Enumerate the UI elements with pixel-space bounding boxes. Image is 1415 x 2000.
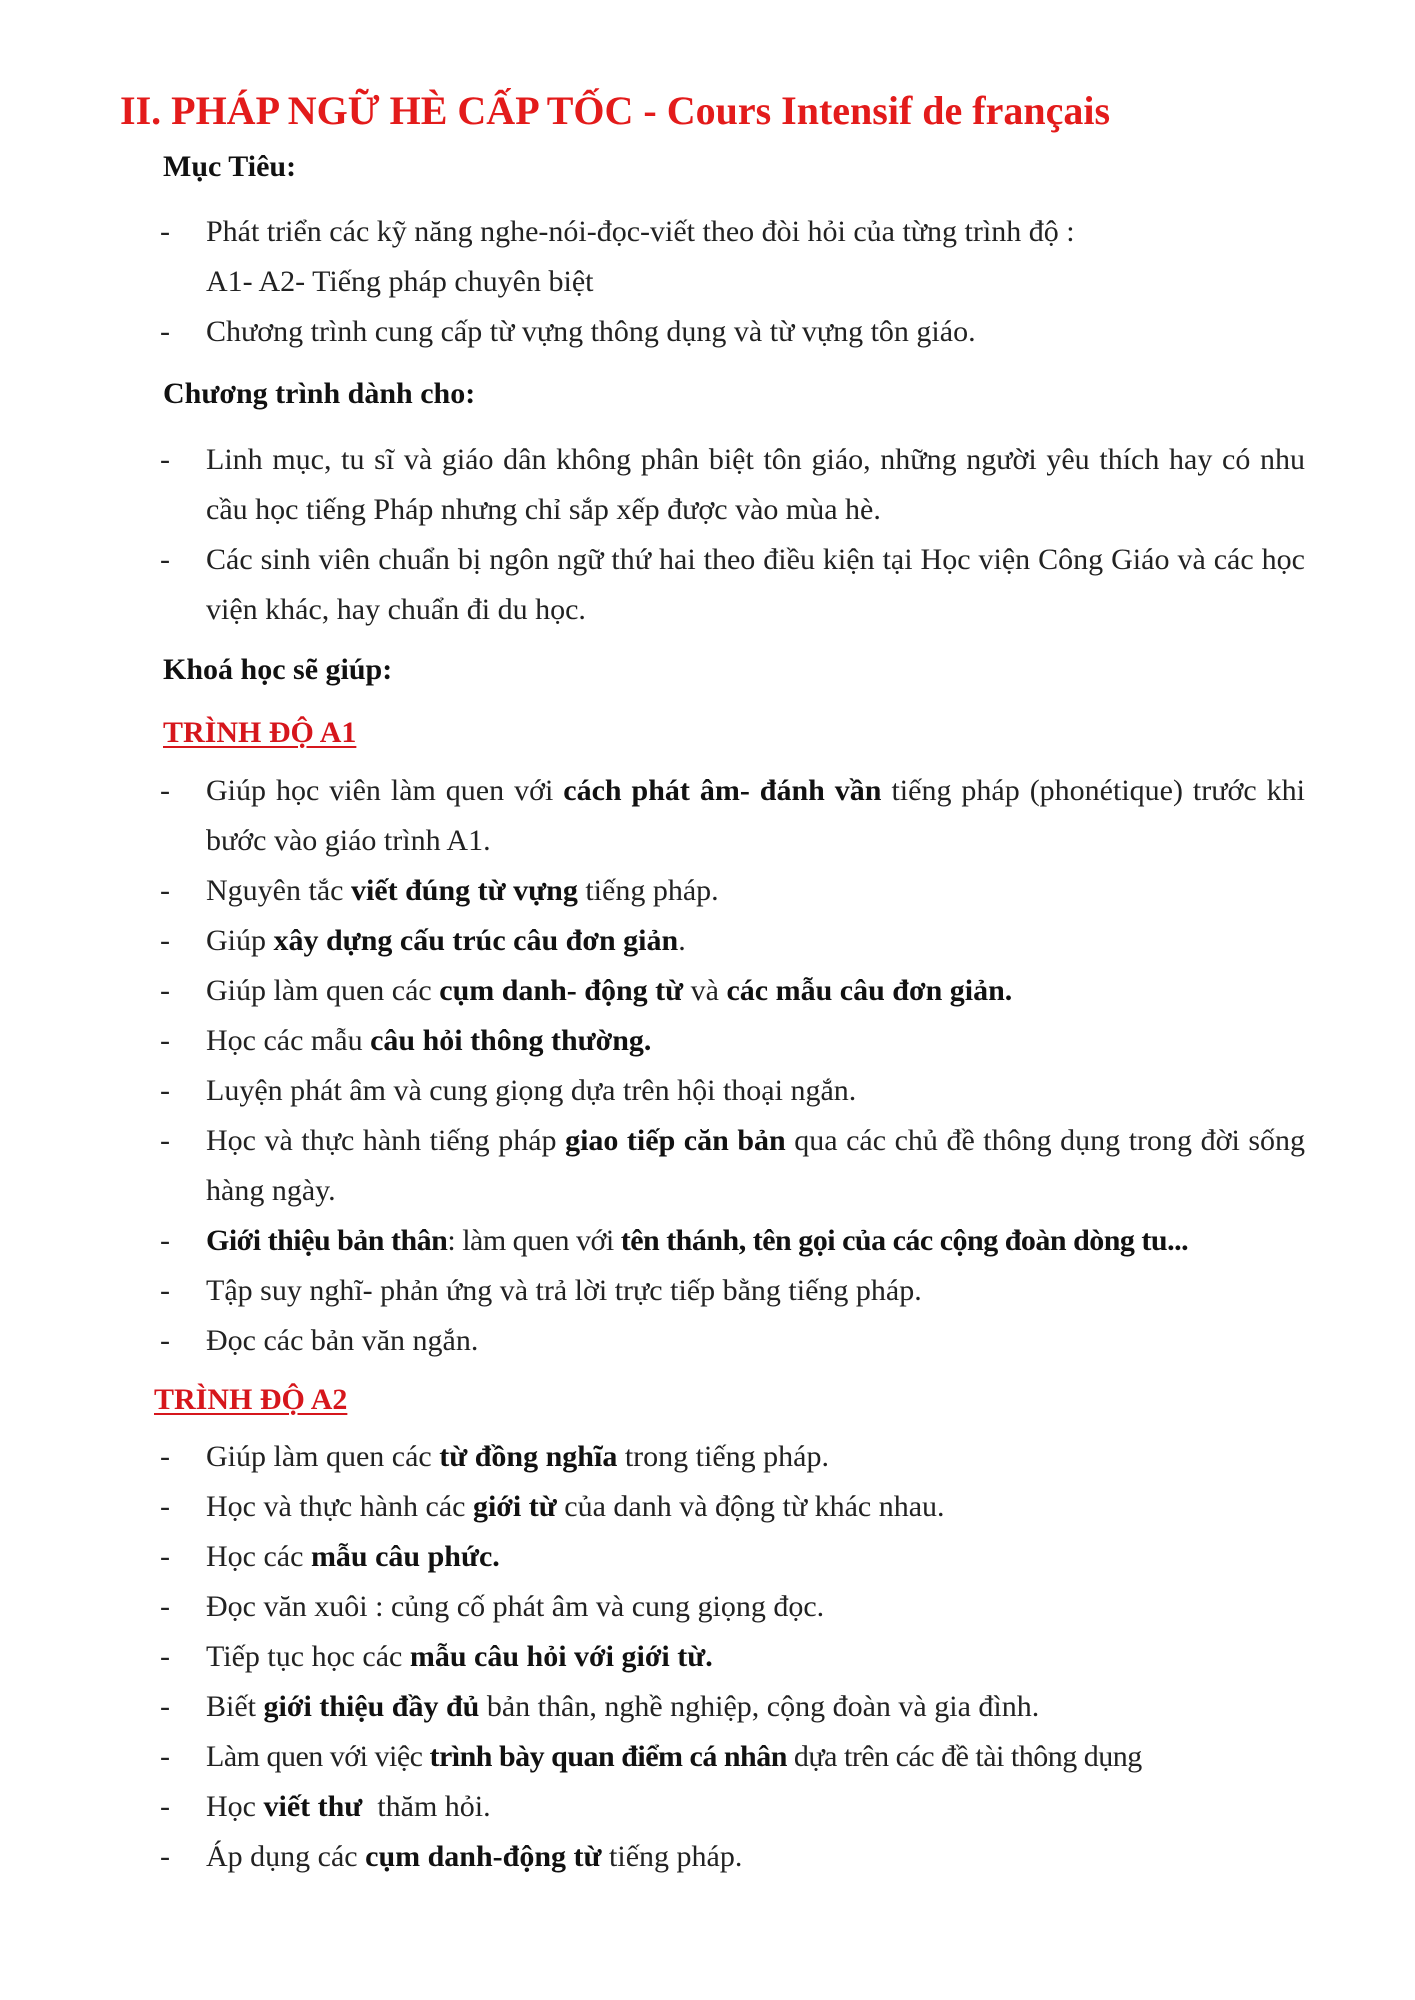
item-text: Chương trình cung cấp từ vựng thông dụng và từ vựng tôn giáo. [206, 315, 976, 348]
list-item [160, 1582, 1305, 1632]
item-text: của danh và động từ khác nhau. [556, 1490, 945, 1523]
list-item [160, 307, 1305, 357]
item-text: Giúp làm quen các [206, 1440, 440, 1473]
item-bold-text: cụm danh-động từ [365, 1840, 602, 1873]
item-text: Tiếp tục học các [206, 1640, 410, 1673]
bullet-dash: - [160, 215, 170, 248]
item-text: Giúp [206, 924, 274, 957]
item-text: Tập suy nghĩ- phản ứng và trả lời trực tiếp bằng tiếng pháp. [206, 1274, 922, 1307]
bullet-dash: - [160, 1840, 170, 1873]
list-item [160, 1432, 1305, 1482]
item-text: Học các mẫu [206, 1024, 371, 1057]
item-bold-text: tên thánh, tên gọi của các cộng đoàn dòng tu... [620, 1224, 1189, 1257]
bullet-dash: - [160, 1540, 170, 1573]
item-text: Biết [206, 1690, 264, 1723]
item-bold-text: xây dựng cấu trúc câu đơn giản [273, 924, 679, 957]
list-item [160, 1782, 1305, 1832]
list-item [160, 435, 1305, 535]
item-text: dựa trên các đề tài thông dụng [786, 1740, 1142, 1773]
list-item [160, 1116, 1305, 1216]
bullet-dash: - [160, 1490, 170, 1523]
item-text: Áp dụng các [206, 1840, 366, 1873]
level-a1-list [160, 766, 1305, 1366]
item-bold-text: cụm danh- động từ [439, 974, 684, 1007]
bullet-dash: - [160, 1024, 170, 1057]
item-bold-text: các mẫu câu đơn giản. [726, 974, 1013, 1007]
list-item [160, 1532, 1305, 1582]
bullet-dash: - [160, 1740, 170, 1773]
item-text: Học và thực hành tiếng pháp [206, 1124, 566, 1157]
level-a2-list [160, 1432, 1305, 1882]
level-a2-heading: TRÌNH ĐỘ A2 [154, 1383, 348, 1416]
item-bold-text: mẫu câu phức. [310, 1540, 500, 1573]
audience-list [160, 435, 1305, 635]
item-text: Học các [206, 1540, 311, 1573]
list-item [160, 1016, 1305, 1066]
item-text: và [683, 974, 727, 1007]
level-a1-heading: TRÌNH ĐỘ A1 [163, 716, 357, 749]
bullet-dash: - [160, 1274, 170, 1307]
item-text: qua các chủ đề thông dụng trong đời sống hàng ngày. [206, 1124, 1305, 1207]
bullet-dash: - [160, 315, 170, 348]
item-text: Làm quen với việc [206, 1740, 430, 1773]
audience-heading: Chương trình dành cho: [163, 377, 476, 410]
item-bold-text: trình bày quan điểm cá nhân [429, 1740, 787, 1773]
item-bold-text: mẫu câu hỏi với giới từ. [409, 1640, 713, 1673]
bullet-dash: - [160, 543, 170, 576]
bullet-dash: - [160, 1074, 170, 1107]
list-item [160, 1682, 1305, 1732]
item-bold-text: giới từ [472, 1490, 557, 1523]
item-text: Linh mục, tu sĩ và giáo dân không phân biệt tôn giáo, những người yêu thích hay có nhu cầu học tiếng Pháp nhưng chỉ sắp xếp được vào mùa hè. [206, 443, 1305, 526]
bullet-dash: - [160, 1324, 170, 1357]
item-text: Các sinh viên chuẩn bị ngôn ngữ thứ hai theo điều kiện tại Học viện Công Giáo và các học viện khác, hay chuẩn đi du học. [206, 543, 1305, 626]
list-item [160, 1316, 1305, 1366]
list-item [160, 1732, 1305, 1782]
bullet-dash: - [160, 874, 170, 907]
list-item [160, 916, 1305, 966]
bullet-dash: - [160, 924, 170, 957]
item-bold-text: viết đúng từ vựng [350, 874, 578, 907]
bullet-dash: - [160, 1224, 170, 1257]
bullet-dash: - [160, 1440, 170, 1473]
item-text: . [678, 924, 686, 957]
item-text: tiếng pháp (phonétique) trước khi bước vào giáo trình A1. [206, 774, 1305, 857]
list-item [160, 766, 1305, 866]
item-text: : làm quen với [447, 1224, 621, 1257]
list-item [160, 1216, 1305, 1266]
item-text: Luyện phát âm và cung giọng dựa trên hội thoại ngắn. [206, 1074, 857, 1107]
item-text: Giúp học viên làm quen với [206, 774, 564, 807]
list-item [160, 207, 1305, 307]
item-text: Giúp làm quen các [206, 974, 440, 1007]
item-text: tiếng pháp. [577, 874, 719, 907]
item-text: Đọc các bản văn ngắn. [206, 1324, 479, 1357]
item-bold-text: cách phát âm- đánh vần [563, 774, 882, 807]
objectives-heading: Mục Tiêu: [163, 150, 297, 183]
item-bold-text: Giới thiệu bản thân [206, 1224, 448, 1257]
item-bold-text: từ đồng nghĩa [439, 1440, 618, 1473]
list-item [160, 1266, 1305, 1316]
list-item [160, 535, 1305, 635]
bullet-dash: - [160, 774, 170, 807]
list-item [160, 866, 1305, 916]
item-text: Nguyên tắc [206, 874, 351, 907]
item-text: tiếng pháp. [601, 1840, 743, 1873]
item-text: trong tiếng pháp. [617, 1440, 829, 1473]
list-item [160, 1632, 1305, 1682]
item-text: bản thân, nghề nghiệp, cộng đoàn và gia đình. [479, 1690, 1040, 1723]
item-text: Phát triển các kỹ năng nghe-nói-đọc-viết theo đòi hỏi của từng trình độ : [206, 215, 1075, 248]
bullet-dash: - [160, 1790, 170, 1823]
list-item [160, 966, 1305, 1016]
item-text: thăm hỏi. [362, 1790, 491, 1823]
item-bold-text: viết thư [263, 1790, 363, 1823]
bullet-dash: - [160, 1640, 170, 1673]
bullet-dash: - [160, 443, 170, 476]
bullet-dash: - [160, 1690, 170, 1723]
item-bold-text: giới thiệu đầy đủ [263, 1690, 480, 1723]
item-text: A1- A2- Tiếng pháp chuyên biệt [206, 265, 594, 298]
objectives-list [160, 207, 1305, 357]
benefits-heading: Khoá học sẽ giúp: [163, 653, 393, 686]
bullet-dash: - [160, 1124, 170, 1157]
item-text: Học [206, 1790, 264, 1823]
list-item [160, 1066, 1305, 1116]
bullet-dash: - [160, 1590, 170, 1623]
bullet-dash: - [160, 974, 170, 1007]
item-bold-text: câu hỏi thông thường. [370, 1024, 652, 1057]
item-bold-text: giao tiếp căn bản [565, 1124, 786, 1157]
page-title: II. PHÁP NGỮ HÈ CẤP TỐC - Cours Intensif de français [120, 88, 1111, 133]
item-text: Học và thực hành các [206, 1490, 473, 1523]
item-text: Đọc văn xuôi : củng cố phát âm và cung giọng đọc. [206, 1590, 825, 1623]
list-item [160, 1482, 1305, 1532]
list-item [160, 1832, 1305, 1882]
